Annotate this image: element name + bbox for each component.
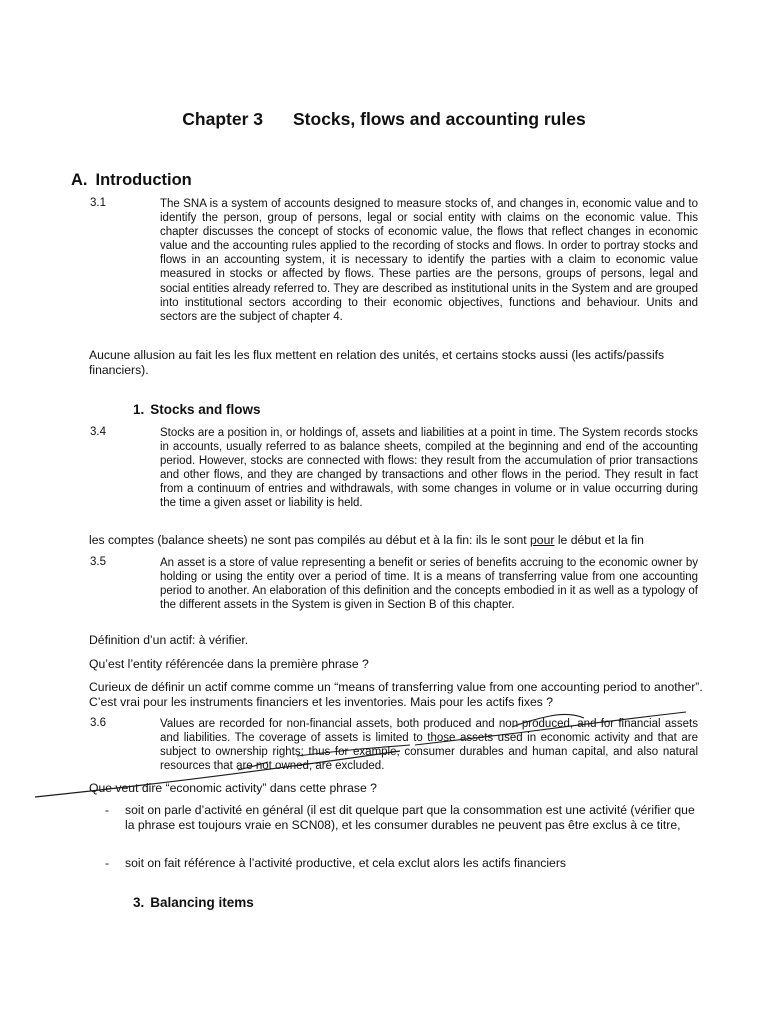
annotation-comment-4: Qu’est l’entity référencée dans la première phrase ?: [89, 657, 369, 671]
comment-2-before: les comptes (balance sheets) ne sont pas compilés au début et à la fin: ils le sont: [89, 533, 531, 547]
paragraph-3-6: Values are recorded for non-financial assets, both produced and non-produced, and for financial assets and liabilities. The coverage of assets is limited to those assets used in economic activity and that are subject to ownership rights; thus for example, consumer durables and human capital, and also natural resources that are not owned, are excluded.: [160, 718, 698, 773]
annotation-comment-2: [89, 533, 709, 548]
subsection-number: 3.: [133, 895, 145, 910]
subsection-name: Stocks and flows: [150, 402, 261, 417]
paragraph-3-5: An asset is a store of value representing a benefit or series of benefits accruing to the economic owner by holding or using the entity over a period of time. It is a means of transferring value from one accounting period to another. An elaboration of this definition and the concepts embodied in it as well as a typology of the different assets in the System is given in Section B of this chapter.: [160, 557, 698, 612]
bullet-text: soit on parle d’activité en général (il est dit quelque part que la consommation est une activité (vérifier que la phrase est toujours vraie en SCN08), et les consumer durables ne peuvent pas être exclus à ce titre,: [125, 803, 695, 833]
paragraph-number-3-4: 3.4: [90, 426, 106, 438]
comment-2-after: le début et la fin: [554, 533, 644, 547]
section-letter: A.: [71, 171, 88, 189]
paragraph-number-3-1: 3.1: [90, 197, 106, 209]
paragraph-3-4: Stocks are a position in, or holdings of, assets and liabilities at a point in time. The System records stocks in accounts, usually referred to as balance sheets, compiled at the beginning and end of the accounting period. However, stocks are connected with flows: they result from the accumulation of prior transactions and other flows, and they are changed by transactions and other flows in the period. They result in fact from a continuum of entries and withdrawals, with some changes in volume or in value occurring during the time a given asset or liability is held.: [160, 427, 698, 510]
section-heading-introduction: [71, 171, 192, 190]
subsection-heading-balancing-items: [133, 895, 254, 910]
comment-2-underlined: pour: [530, 533, 555, 547]
paragraph-number-3-6: 3.6: [90, 717, 106, 729]
bullet-dash: -: [105, 803, 110, 817]
annotation-comment-6: Que veut dire “economic activity” dans cette phrase ?: [89, 781, 377, 795]
paragraph-3-1: The SNA is a system of accounts designed to measure stocks of, and changes in, economic value and to identify the person, group of persons, legal or social entity with claims on the economic value. This chapter discusses the concept of stocks of economic value, the flows that reflect changes in economic value and the accounting rules applied to the recording of stocks and flows. In order to portray stocks and flows in an accounting system, it is necessary to identify the parties with a claim to economic value measured in stocks or affected by flows. These parties are the persons, groups of persons, legal and social entities already referred to. They are described as institutional units in the System and are grouped into institutional sectors according to their economic objectives, functions and behaviour. Units and sectors are the subject of chapter 4.: [160, 198, 698, 323]
chapter-name: Stocks, flows and accounting rules: [293, 109, 586, 129]
annotation-comment-5: Curieux de définir un actif comme comme un “means of transferring value from one accounting period to another”. C’est vrai pour les instruments financiers et les inventories. Mais pour les actifs fixes ?: [89, 680, 703, 709]
subsection-heading-stocks-flows: [133, 402, 261, 417]
section-name: Introduction: [95, 171, 192, 189]
annotation-comment-3: Définition d’un actif: à vérifier.: [89, 633, 249, 647]
annotation-comment-1: Aucune allusion au fait les les flux mettent en relation des unités, et certains stocks aussi (les actifs/passifs financiers).: [89, 348, 665, 377]
chapter-number: Chapter 3: [182, 109, 263, 129]
chapter-title: [0, 109, 768, 130]
bullet-dash: -: [105, 856, 110, 870]
bullet-text: soit on fait référence à l’activité productive, et cela exclut alors les actifs financiers: [125, 856, 566, 870]
subsection-name: Balancing items: [150, 895, 254, 910]
subsection-number: 1.: [133, 402, 145, 417]
paragraph-number-3-5: 3.5: [90, 556, 106, 568]
